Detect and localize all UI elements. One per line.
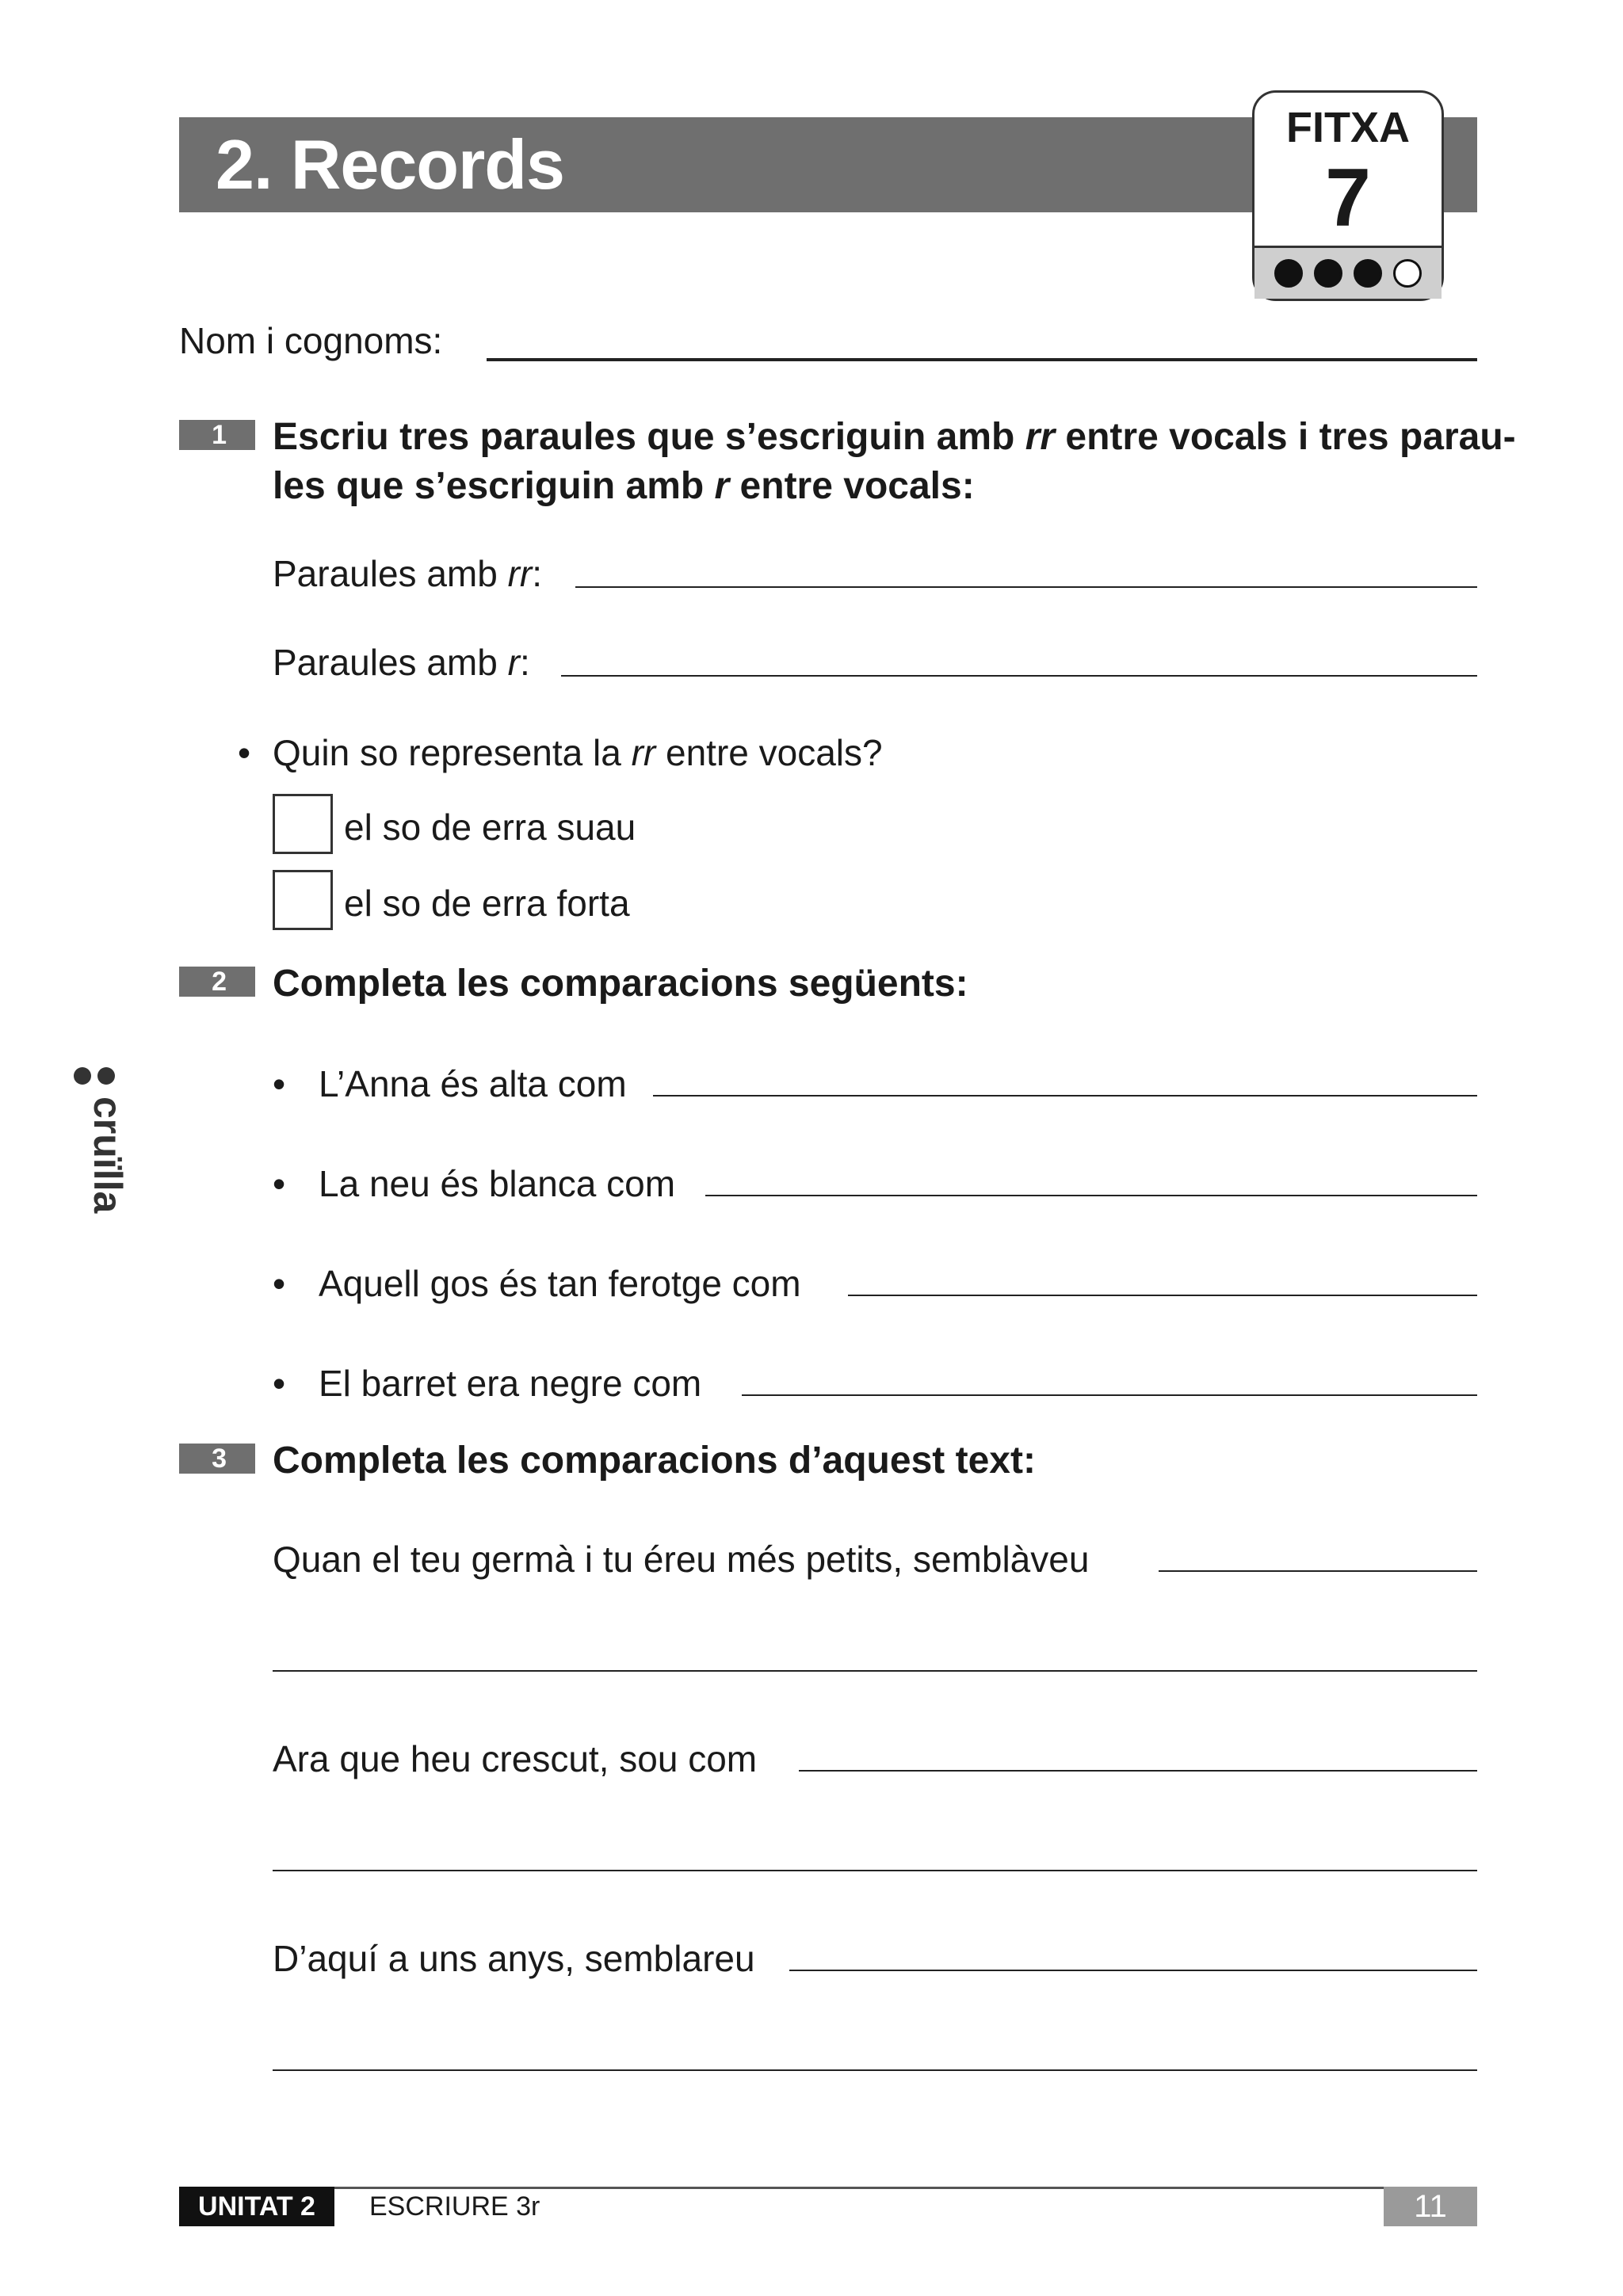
text-answer-line[interactable]: [799, 1770, 1477, 1772]
comparison-item: La neu és blanca com: [319, 1163, 676, 1204]
r-words-label: Paraules amb r:: [273, 642, 530, 683]
name-input-line[interactable]: [487, 358, 1477, 361]
exercise-1-instruction-line2: les que s’escriguin amb r entre vocals:: [273, 465, 975, 507]
bullet-icon: •: [273, 1263, 286, 1304]
exercise-1-number: 1: [179, 420, 255, 450]
fitxa-badge: [1252, 90, 1444, 301]
logo-dot-icon: [74, 1067, 91, 1085]
difficulty-dot-filled-icon: [1314, 259, 1342, 288]
difficulty-dot-empty-icon: [1393, 259, 1422, 288]
option-soft-r-checkbox[interactable]: [273, 794, 333, 854]
comparison-item: El barret era negre com: [319, 1363, 702, 1404]
page-title: 2. Records: [216, 125, 564, 204]
comparison-answer-line[interactable]: [705, 1195, 1477, 1196]
r-words-line[interactable]: [561, 675, 1477, 677]
option-soft-r-label: el so de erra suau: [344, 807, 636, 848]
footer-unit: UNITAT 2: [179, 2187, 334, 2226]
bullet-icon: •: [273, 1363, 286, 1404]
text-prompt: Ara que heu crescut, sou com: [273, 1738, 758, 1779]
comparison-item: L’Anna és alta com: [319, 1063, 627, 1104]
logo-dot-icon: [97, 1067, 115, 1085]
rr-words-line[interactable]: [575, 586, 1477, 588]
fitxa-label: FITXA: [1286, 104, 1410, 151]
exercise-2-instruction: Completa les comparacions següents:: [273, 963, 968, 1005]
fitxa-number: 7: [1325, 152, 1371, 244]
option-strong-r-checkbox[interactable]: [273, 870, 333, 930]
name-label: Nom i cognoms:: [179, 320, 443, 361]
exercise-3-number: 3: [179, 1444, 255, 1474]
comparison-item: Aquell gos és tan ferotge com: [319, 1263, 801, 1304]
text-answer-line[interactable]: [1159, 1570, 1477, 1572]
page-number: 11: [1384, 2187, 1477, 2226]
text-answer-line[interactable]: [273, 2069, 1477, 2071]
bullet-icon: •: [273, 1063, 286, 1104]
text-answer-line[interactable]: [273, 1670, 1477, 1672]
footer-book: ESCRIURE 3r: [369, 2191, 540, 2222]
exercise-1-instruction-line1: Escriu tres paraules que s’escriguin amb rr entre vocals i tres parau-: [273, 416, 1516, 458]
comparison-answer-line[interactable]: [848, 1295, 1477, 1296]
rr-words-label: Paraules amb rr:: [273, 553, 543, 594]
text-prompt: D’aquí a uns anys, semblareu: [273, 1938, 755, 1979]
option-strong-r-label: el so de erra forta: [344, 883, 630, 924]
comparison-answer-line[interactable]: [742, 1394, 1477, 1396]
exercise-3-instruction: Completa les comparacions d’aquest text:: [273, 1440, 1036, 1482]
text-prompt: Quan el teu germà i tu éreu més petits, semblàveu: [273, 1539, 1090, 1580]
difficulty-dot-filled-icon: [1274, 259, 1303, 288]
difficulty-dot-filled-icon: [1354, 259, 1382, 288]
cruilla-logo: [67, 1062, 130, 1252]
exercise-2-number: 2: [179, 967, 255, 997]
text-answer-line[interactable]: [273, 1870, 1477, 1871]
rr-question: Quin so representa la rr entre vocals?: [273, 732, 883, 773]
text-answer-line[interactable]: [789, 1970, 1477, 1971]
difficulty-indicator: [1254, 246, 1442, 299]
comparison-answer-line[interactable]: [653, 1095, 1477, 1097]
logo-text: cruïlla: [86, 1097, 130, 1214]
bullet-icon: •: [238, 732, 251, 773]
bullet-icon: •: [273, 1163, 286, 1204]
